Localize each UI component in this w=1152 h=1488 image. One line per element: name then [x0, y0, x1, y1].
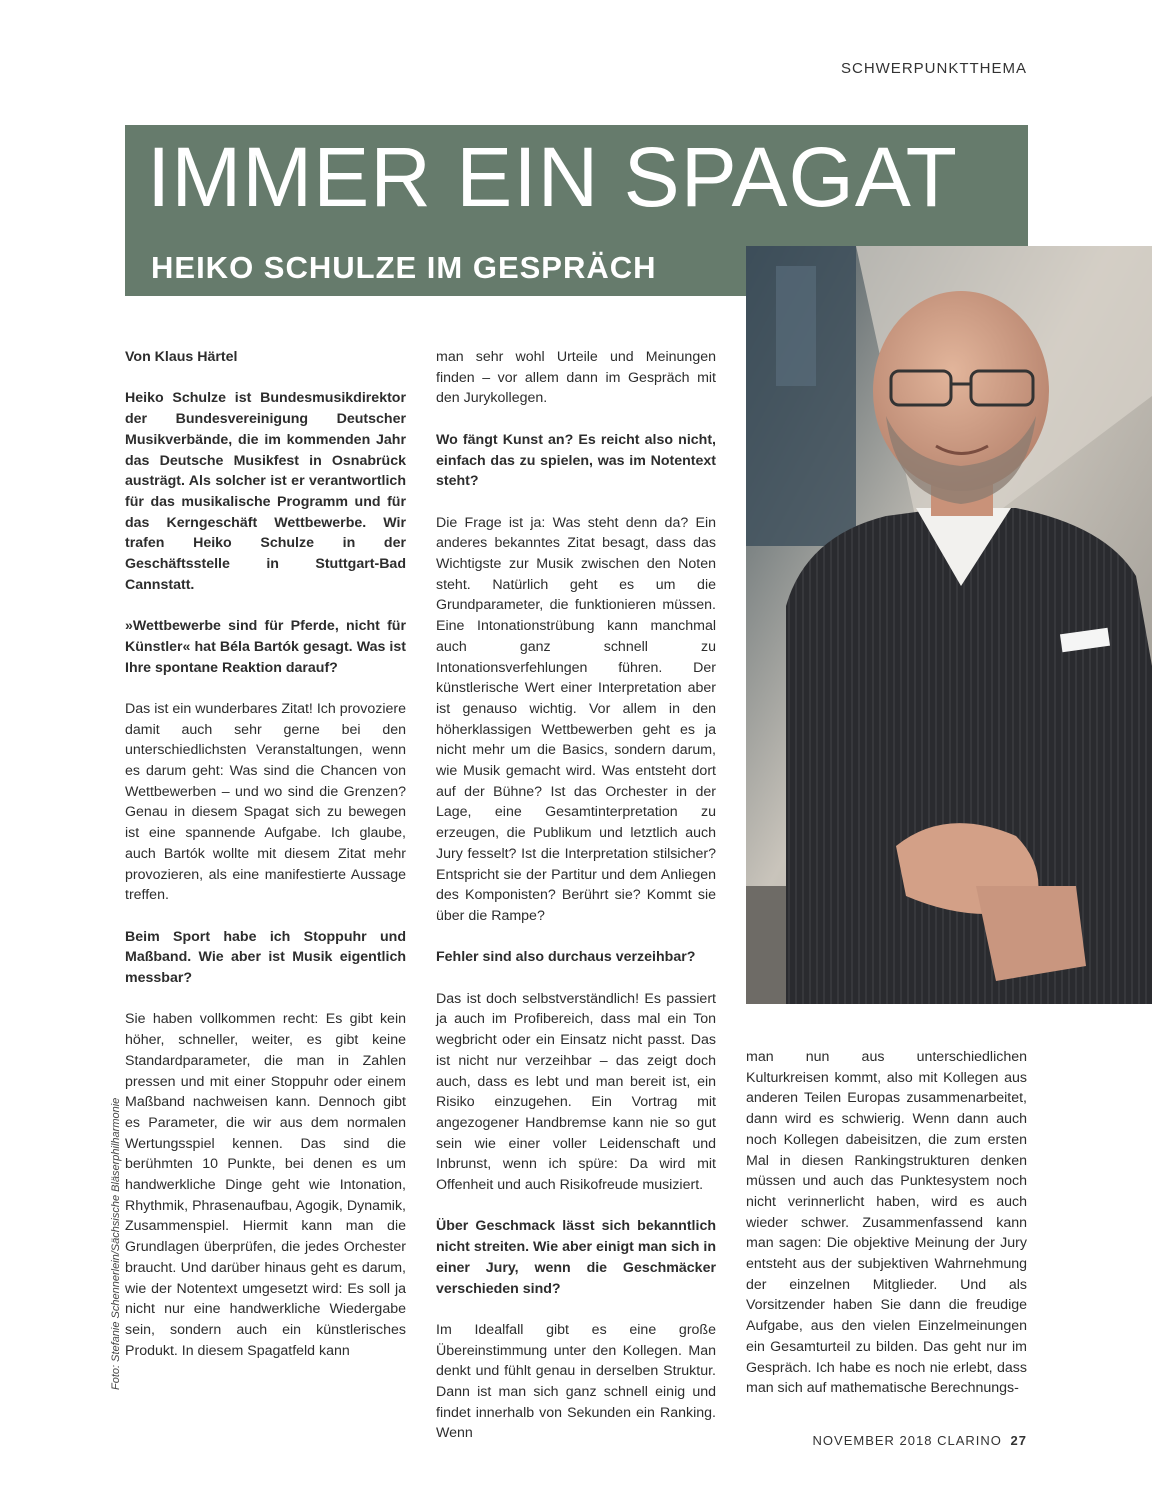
question-5: Über Geschmack lässt sich bekanntlich nicht streiten. Wie aber einigt man sich in einer Jury, wenn die Geschmäcker verschieden sind?	[436, 1218, 716, 1297]
photo-credit: Foto: Stefanie Schennerlein/Sächsische Bläserphilharmonie	[110, 1097, 122, 1390]
text-column-3	[746, 1047, 1027, 1420]
answer-5-continued: man nun aus unterschiedlichen Kulturkreisen kommt, also mit Kollegen aus anderen Teilen Europas zusammenarbeitet, dann wird es schwierig. Wenn dann auch noch Kollegen dabeisitzen, die zum ersten Mal in diesen Rankingstrukturen denken müssen und auch das Punktesystem noch nicht verinnerlicht haben, wird es auch wieder schwer. Zusammenfassend kann man sagen: Die objektive Meinung der Jury entsteht aus der subjektiven Wahrnehmung der einzelnen Mitglieder. Und als Vorsitzender haben Sie dann die freudige Aufgabe, aus den vielen Einzelmeinungen ein Gesamturteil zu bilden. Das geht nur im Gespräch. Ich habe es noch nie erlebt, dass man sich auf mathematische Berechnungs-	[746, 1049, 1027, 1397]
magazine-name: CLARINO	[937, 1433, 1002, 1448]
page-footer	[813, 1433, 1027, 1448]
answer-4: Das ist doch selbstverständlich! Es passiert ja auch im Profibereich, dass mal ein Ton wegbricht oder ein Einsatz nicht passt. Das ist nicht nur verzeihbar – das zeigt doch auch, dass es lebt und man bereit ist, ein Risiko einzugehen. Ein Vortrag mit angezogener Handbremse kann nie so gut sein wie einer voller Leidenschaft und Inbrunst, wenn ich spüre: Da wird mit Offenheit und auch Risikofreude musiziert.	[436, 990, 716, 1194]
headline: IMMER EIN SPAGAT	[147, 130, 958, 224]
answer-3: Die Frage ist ja: Was steht denn da? Ein anderes bekanntes Zitat besagt, dass das Wichtigste zur Musik zwischen den Noten steht. Natürlich geht es um die Grundparameter, die funktionieren müssen. Eine Intonationstrübung kann manchmal auch ganz schnell zu Intonationsverfehlungen führen. Der künstlerische Wert einer Interpretation aber ist genauso wichtig. Vor allem in den höherklassigen Wettbewerben geht es ja nicht mehr um die Basics, sondern darum, wie Musik gemacht wird. Was entsteht dort auf der Bühne? Ist das Orchester in der Lage, eine Gesamtinterpretation zu erzeugen, die Publikum und letztlich auch Jury fesselt? Ist die Interpretation stilsicher? Entspricht sie der Partitur und dem Anliegen des Komponisten? Berührt sie? Kommt sie über die Rampe?	[436, 514, 716, 924]
answer-5: Im Idealfall gibt es eine große Übereinstimmung unter den Kollegen. Man denkt und fühlt genau in derselben Struktur. Dann ist man sich ganz schnell einig und findet innerhalb von Sekunden ein Ranking. Wenn	[436, 1321, 716, 1442]
answer-2: Sie haben vollkommen recht: Es gibt kein höher, schneller, weiter, es gibt keine Standardparameter, die man in Zahlen pressen und mit einer Stoppuhr oder einem Maßband nachweisen kann. Dennoch gibt es Parameter, die wir aus dem normalen Wertungsspiel kennen. Das sind die berühmten 10 Punkte, bei denen es um handwerkliche Dinge geht wie Intonation, Rhythmik, Phrasenaufbau, Agogik, Dynamik, Zusammenspiel. Hiermit kann man die Grundlagen überprüfen, die jedes Orchester braucht. Und darüber hinaus geht es darum, wie der Notentext umgesetzt wird: Es soll ja nicht nur eine handwerkliche Wiedergabe sein, sondern auch ein künstlerisches Produkt. In diesem Spagatfeld kann	[125, 1011, 406, 1359]
text-column-1	[125, 347, 406, 1382]
portrait-illustration	[746, 246, 1152, 1004]
subheadline: HEIKO SCHULZE IM GESPRÄCH	[151, 250, 657, 285]
question-3: Wo fängt Kunst an? Es reicht also nicht, einfach das zu spielen, was im Notentext steht?	[436, 431, 716, 490]
section-label: SCHWERPUNKTTHEMA	[840, 60, 1027, 77]
question-1: »Wettbewerbe sind für Pferde, nicht für Künstler« hat Béla Bartók gesagt. Was ist Ihre spontane Reaktion darauf?	[125, 618, 406, 676]
answer-1: Das ist ein wunderbares Zitat! Ich provoziere damit auch sehr gerne bei den unterschiedlichsten Veranstaltungen, wenn es darum geht: Was sind die Chancen von Wettbewerben – und wo sind die Grenzen? Genau in diesem Spagat sich zu bewegen ist eine spannende Aufgabe. Ich glaube, auch Bartók wollte mit diesem Zitat mehr provozieren, als eine manifestierte Aussage treffen.	[125, 700, 406, 904]
issue-date: NOVEMBER 2018	[812, 1433, 933, 1448]
question-2: Beim Sport habe ich Stoppuhr und Maßband. Wie aber ist Musik eigentlich messbar?	[125, 928, 406, 987]
page-number: 27	[1010, 1433, 1027, 1448]
question-4: Fehler sind also durchaus verzeihbar?	[436, 949, 696, 966]
portrait-photo	[746, 246, 1152, 1004]
intro: Heiko Schulze ist Bundesmusikdirektor der Bundesvereinigung Deutscher Musikverbände, die im kommenden Jahr das Deutsche Musikfest in Osnabrück austrägt. Als solcher ist er verantwortlich für das musikalische Programm und für das Kerngeschäft Wettbewerbe. Wir trafen Heiko Schulze in der Geschäftsstelle in Stuttgart-Bad Cannstatt.	[125, 390, 406, 593]
byline: Von Klaus Härtel	[125, 349, 238, 365]
text-column-2	[436, 347, 716, 1465]
answer-2-continued: man sehr wohl Urteile und Meinungen finden – vor allem dann im Gespräch mit den Jurykollegen.	[436, 349, 716, 407]
